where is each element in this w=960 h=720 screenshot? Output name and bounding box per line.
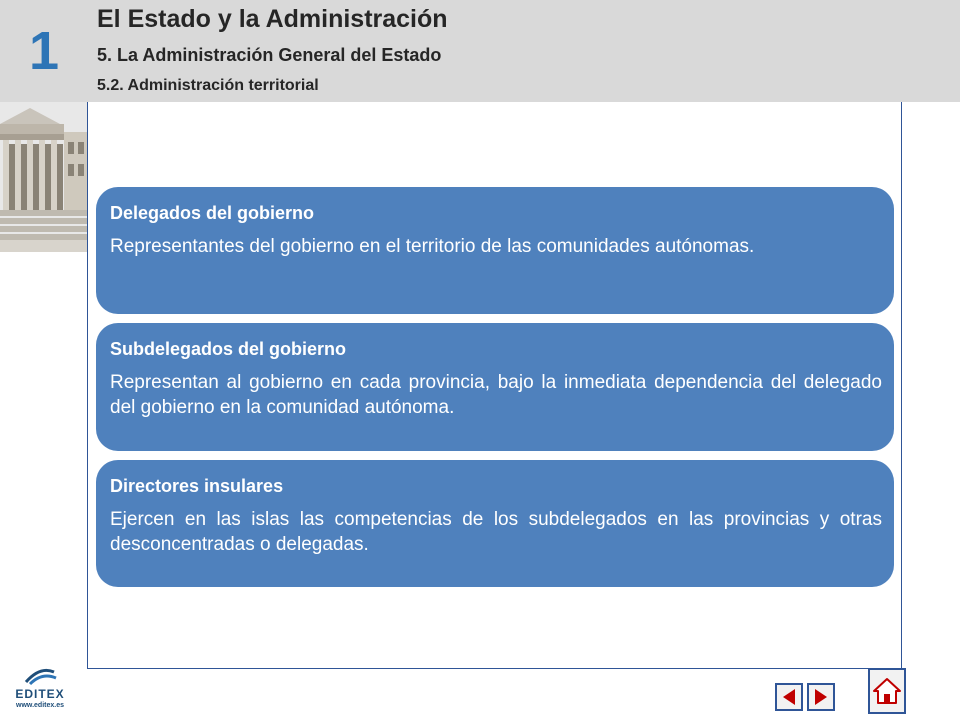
editex-logo-icon: [22, 664, 58, 686]
card-subdelegados: [96, 323, 894, 451]
logo-url: www.editex.es: [16, 702, 64, 709]
card-delegados: [96, 187, 894, 314]
triangle-left-icon: [781, 688, 797, 706]
section-title: 5. La Administración General del Estado: [97, 45, 442, 65]
card-body: Ejercen en las islas las competencias de los subdelegados en las provincias y otras desconcentradas o delegadas.: [110, 509, 882, 555]
chapter-number: 1: [28, 21, 60, 81]
card-title: Delegados del gobierno: [110, 203, 315, 223]
header-bar: [0, 0, 960, 102]
subsection-title: 5.2. Administración territorial: [97, 77, 319, 94]
card-directores-insulares: [96, 460, 894, 587]
editex-logo: [10, 664, 80, 714]
card-title: Directores insulares: [110, 476, 284, 496]
card-body: Representan al gobierno en cada provincia, bajo la inmediata dependencia del delegado del gobierno en la comunidad autónoma.: [110, 372, 882, 418]
page-title: El Estado y la Administración: [97, 5, 448, 33]
triangle-right-icon: [813, 688, 829, 706]
home-button[interactable]: [868, 668, 906, 714]
previous-slide-button[interactable]: [775, 683, 803, 711]
logo-text: EDITEX: [15, 687, 65, 701]
home-icon: [872, 676, 902, 706]
congress-building-icon: [0, 102, 88, 252]
card-title: Subdelegados del gobierno: [110, 339, 347, 359]
card-body: Representantes del gobierno en el territorio de las comunidades autónomas.: [110, 236, 755, 257]
next-slide-button[interactable]: [807, 683, 835, 711]
